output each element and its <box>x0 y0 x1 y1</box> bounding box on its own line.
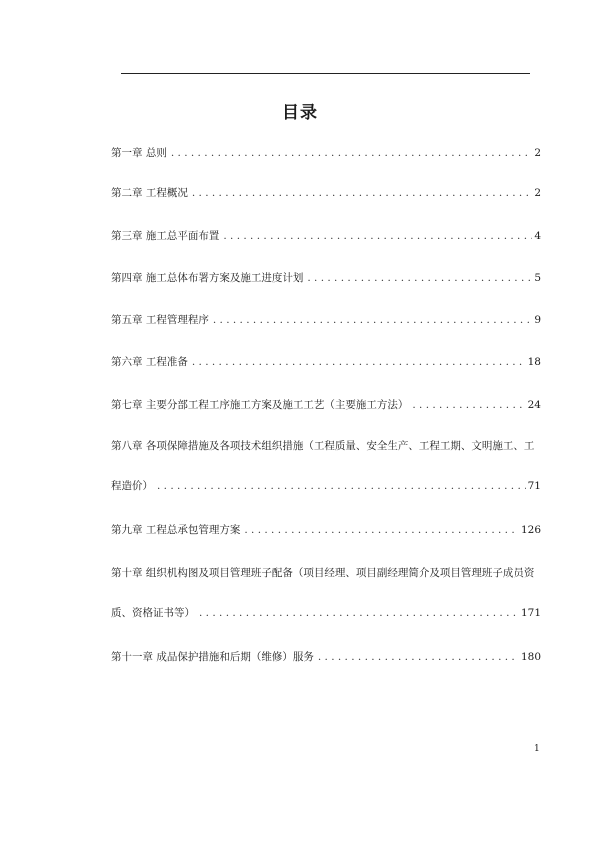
toc-entry-page: 2 <box>534 187 541 199</box>
toc-entry-4[interactable] <box>111 271 541 285</box>
toc-entry-8[interactable] <box>111 439 541 493</box>
dot-leader <box>192 355 526 369</box>
page-number: 1 <box>534 744 540 754</box>
dot-leader <box>244 523 519 537</box>
dot-leader <box>157 479 526 493</box>
toc-entry-1[interactable] <box>111 146 541 160</box>
dot-leader <box>318 650 519 664</box>
toc-entry-label: 第九章 工程总承包管理方案 <box>111 524 241 536</box>
header-rule <box>121 73 530 74</box>
toc-entry-label: 第六章 工程准备 <box>111 356 188 368</box>
toc-entry-3[interactable] <box>111 229 541 243</box>
toc-entry-page: 5 <box>534 272 541 284</box>
toc-entry-page: 2 <box>534 147 541 159</box>
toc-entry-10[interactable] <box>111 566 541 620</box>
toc-entry-label: 第五章 工程管理程序 <box>111 314 209 326</box>
toc-entry-label: 第二章 工程概况 <box>111 187 188 199</box>
toc-entry-page: 71 <box>527 480 541 492</box>
toc-entry-label: 第三章 施工总平面布置 <box>111 230 220 242</box>
toc-entry-label-line1: 第八章 各项保障措施及各项技术组织措施（工程质量、安全生产、工程工期、文明施工、工 <box>111 440 535 452</box>
toc-entry-label: 第七章 主要分部工程工序施工方案及施工工艺（主要施工方法） <box>111 399 409 411</box>
toc-entry-page: 24 <box>527 399 541 411</box>
toc-entry-page: 4 <box>534 230 541 242</box>
toc-title: 目录 <box>282 103 318 123</box>
toc-entry-5[interactable] <box>111 313 541 327</box>
toc-entry-page: 9 <box>534 314 541 326</box>
toc-entry-label-line1: 第十章 组织机构图及项目管理班子配备（项目经理、项目副经理简介及项目管理班子成员资 <box>111 567 535 579</box>
toc-entry-label: 第十一章 成品保护措施和后期（维修）服务 <box>111 651 314 663</box>
toc-entry-label: 第一章 总则 <box>111 147 167 159</box>
toc-entry-label: 第四章 施工总体布署方案及施工进度计划 <box>111 272 304 284</box>
dot-leader <box>213 313 532 327</box>
toc-entry-11[interactable] <box>111 650 541 664</box>
dot-leader <box>412 398 525 412</box>
toc-entry-label: 质、资格证书等） <box>111 607 195 619</box>
toc-entry-7[interactable] <box>111 398 541 412</box>
toc-entry-page: 18 <box>527 356 541 368</box>
toc-entry-9[interactable] <box>111 523 541 537</box>
toc-entry-page: 126 <box>520 524 541 536</box>
toc-entry-label: 程造价） <box>111 480 153 492</box>
dot-leader <box>223 229 532 243</box>
dot-leader <box>192 186 532 200</box>
dot-leader <box>307 271 532 285</box>
toc-entry-6[interactable] <box>111 355 541 369</box>
toc-entry-2[interactable] <box>111 186 541 200</box>
dot-leader <box>199 606 519 620</box>
dot-leader <box>171 146 532 160</box>
toc-entry-page: 171 <box>520 607 541 619</box>
toc-entry-page: 180 <box>520 651 541 663</box>
